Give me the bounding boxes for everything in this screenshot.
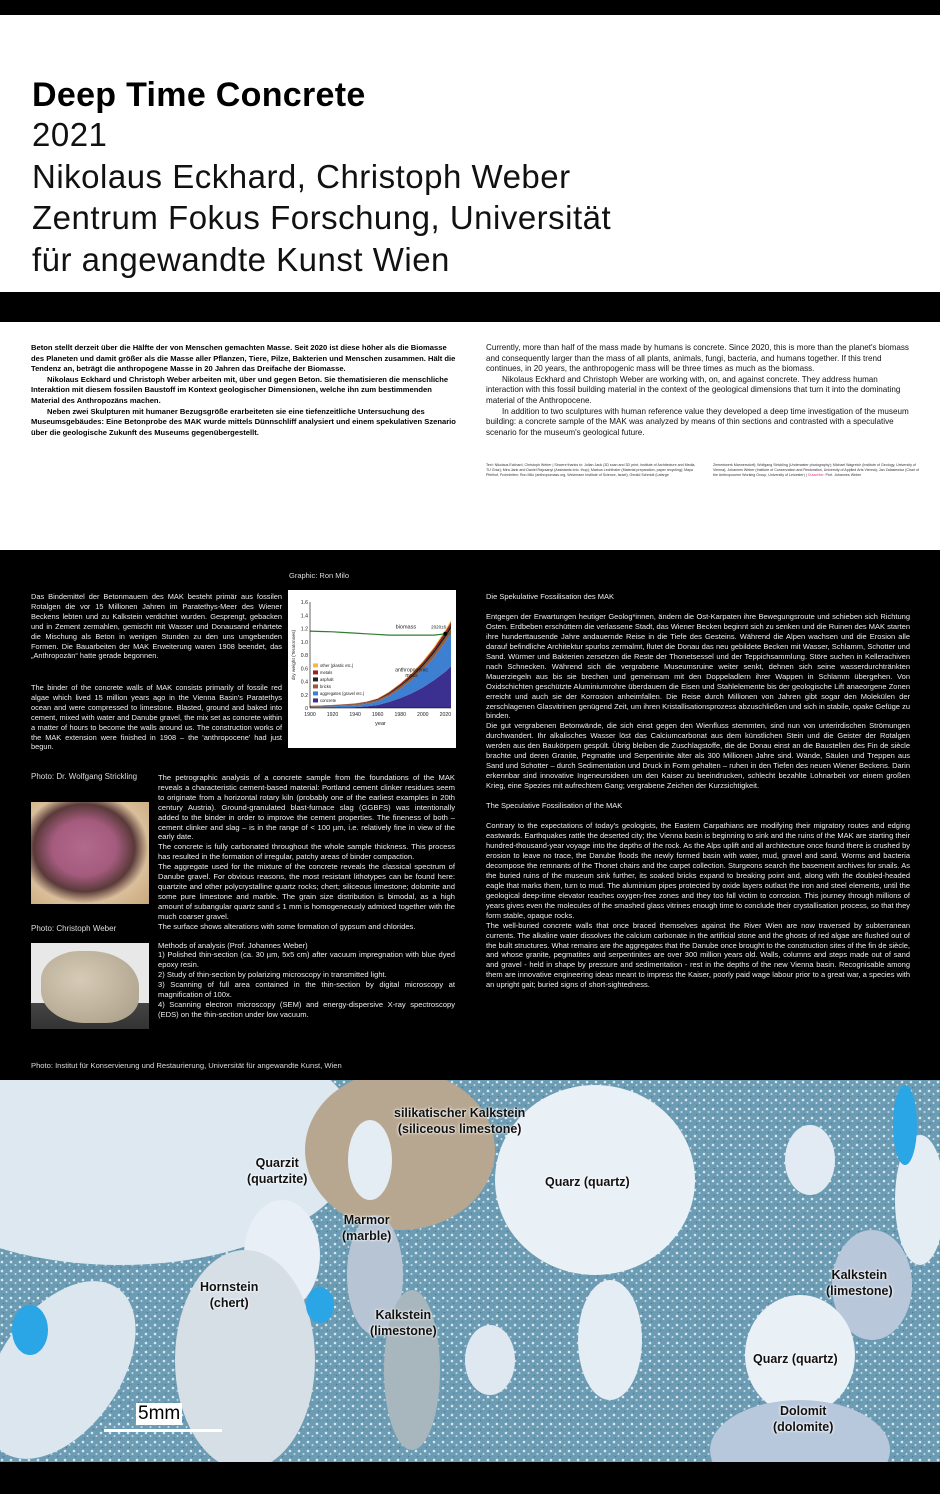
y-axis-label: dry weight (Teratonnes) <box>292 629 297 681</box>
paragraph: Currently, more than half of the mass made by humans is concrete. Since 2020, this is more than the planet's biomass and consequently larger than the mass of all plants, animals, fungi, bacteria, and humans together. If this trend continues, in 20 years, the anthropogenic mass will be three times as much as the biomass. <box>486 343 909 374</box>
label-de: Marmor <box>343 1213 390 1227</box>
legend-label: asphalt <box>320 676 334 682</box>
credits-highlight: Gutachter: <box>807 473 825 477</box>
label-de: Quarz (quartz) <box>545 1175 630 1189</box>
year: 2021 <box>32 116 108 153</box>
y-tick-label: 0.8 <box>300 653 308 659</box>
label-de: Hornstein <box>200 1280 259 1294</box>
x-tick-label: 1940 <box>349 712 361 718</box>
label-siliceous-limestone <box>394 1105 525 1137</box>
red-algae-photo <box>31 802 149 904</box>
binder-text-german: Das Bindemittel der Betonmauern des MAK besteht primär aus fossilen Rotalgen die vor 15 Millionen Jahren im Paratethys-Meer des Wiener Beckens lebten und zu Kalkstein verdichtet wurden. Gesprengt, gebacken und in Zement zermahlen, gemischt mit Wasser und Donausand erhärtete die Mischung als Beton in wenigen Stunden zu den uns umgebenden Formen. Die Bauarbeiten der MAK Erweiterung waren 1908 beendet, das „Anthropozän“ hatte gerade begonnen. <box>31 592 282 661</box>
y-tick-label: 1.2 <box>300 626 308 633</box>
scale-label: 5mm <box>138 1403 181 1424</box>
x-tick-label: 1980 <box>394 712 407 718</box>
label-quartzite <box>247 1155 307 1187</box>
legend-label: metals <box>320 669 333 675</box>
paragraph: The surface shows alterations with some formation of gypsum and chlorides. <box>158 921 416 931</box>
paragraph: The concrete is fully carbonated throughout the whole sample thickness. This process has resulted in the formation of irregular, patchy areas of binder compaction. <box>158 842 455 862</box>
poster-title: Deep Time Concrete <box>32 76 366 114</box>
label-de: Kalkstein <box>831 1268 888 1282</box>
label-de: Quarz (quartz) <box>753 1352 838 1366</box>
chart-svg <box>288 590 456 748</box>
institution-line-1: Zentrum Fokus Forschung, Universität <box>32 199 612 236</box>
label-en: (siliceous limestone) <box>397 1122 522 1136</box>
y-tick-label: 0.4 <box>300 679 308 686</box>
biomass-line <box>310 631 451 635</box>
binder-text-english: The binder of the concrete walls of MAK consists primarily of fossile red algae which lived 15 million years ago in the Vienna Basin's Paratethys ocean and were compressed to limestone. Blasted, ground and baked into cement, mixed with water and Danube gravel, the mix set as concrete within a matter of hours to become the walls around us. The construction works of the MAK extension were finished in 1908 – the 'anthropocene' had just begun. <box>31 683 282 752</box>
label-quartz-1 <box>545 1174 630 1190</box>
y-tick-label: 1.0 <box>300 639 308 646</box>
method-item: 1) Polished thin-section (ca. 30 µm, 5x5 cm) after vacuum impregnation with blue dyed epoxy resin. <box>158 950 455 970</box>
y-tick-label: 0.2 <box>300 692 308 699</box>
x-tick-label: 1920 <box>326 712 339 718</box>
paragraph: Neben zwei Skulpturen mit humaner Bezugsgröße erarbeiteten sie eine tiefenzeitliche Untersuchung des Museumsgebäudes: Eine Betonprobe des MAK wurde mittels Dünnschliff analysiert und einem spekulativen Szenario über die geologische Zukunft des Museums gegenübergestellt. <box>31 406 456 437</box>
legend-label: concrete <box>320 697 337 703</box>
label-de: Dolomit <box>779 1404 827 1418</box>
paragraph: Nikolaus Eckhard and Christoph Weber are working with, on, and against concrete. They address human interaction with this fossil building material in the context of the geological dimensions that turn it into the dominating material of the Anthropocene. <box>486 374 901 405</box>
y-tick-label: 1.4 <box>300 613 308 620</box>
crossing-point <box>443 632 447 636</box>
label-de: Kalkstein <box>375 1308 432 1322</box>
x-tick-label: 1960 <box>371 712 384 718</box>
limestone-rock <box>41 951 139 1023</box>
intro-english <box>486 343 911 438</box>
methods-heading: Methods of analysis (Prof. Johannes Weber) <box>158 940 308 950</box>
y-tick-label: 0.6 <box>300 666 308 673</box>
x-tick-label: 2020 <box>439 712 452 718</box>
legend-label: other (plastic etc.) <box>320 662 354 668</box>
credits-right <box>713 463 923 478</box>
label-en: (chert) <box>209 1296 249 1310</box>
legend-label: aggregates (gravel etc.) <box>320 690 365 696</box>
anthro-annotation: mass <box>405 672 418 679</box>
micrograph-credit: Photo: Institut für Konservierung und Restaurierung, Universität für angewandte Kunst, Wien <box>31 1061 342 1070</box>
anthro-annotation: anthropogenic <box>395 667 428 674</box>
x-tick-label: 1900 <box>304 712 316 718</box>
label-en: (marble) <box>342 1229 392 1243</box>
legend-swatch <box>313 684 318 688</box>
scale-line <box>104 1429 222 1432</box>
biomass-annotation: biomass <box>395 624 417 631</box>
paragraph: The aggregate used for the mixture of the concrete reveals the classical spectrum of Danube gravel. For obvious reasons, the most resistant lithotypes can be found here: quartzite and other polycrystalline quartz rocks; chert; siliceous limestone; dolomite and some pure limestone and marble. The grain size distribution is bimodal, as a high amount of subangular quartz sand ≤ 1 mm is homogeneously admixed together with the much coarser gravel. <box>158 862 455 921</box>
x-tick-label: 2000 <box>417 712 429 718</box>
paragraph: Die gut vergrabenen Betonwände, die sich einst gegen den Wienfluss stemmten, sind nun von unterirdischen Strömungen durchwandert. Ihr alkalisches Wasser löst das Calciumcarbonat aus dem künstlichen Stein und die Geister der Rotalgen werden aus den Baukörpern gespült. Übrig bleiben die Zuschlagstoffe, die die Donau einst an die Baustellen des Fin de siècle brachte und deren Granite, Pegmatite und Serpentinite älter als 300 Millionen Jahre sind. Wände, Säulen und Treppen aus Sand und Schotter – durch Sedimentation und Druck in Form gehalten – ruhen in den Tiefen des neuen Wiener Beckens. Darin erkennbar sind innovative Ingeneursideen um den Kaiser zu beeindrucken, schlecht bezahlte Lohnarbeit vor einem großen Krieg, eine Spezies mit aufrechtem Gang; vergrabene Zeichen der Kurzsichtigkeit. <box>486 721 910 791</box>
label-chert <box>200 1279 258 1311</box>
credits-left: Text: Nikolaus Eckhard, Christoph Weber | Sincere thanks to: Julian Jauk (3D scan and 3D print, Institute of Architecture and Media, TU Graz); Mira Jank and Daniel Rajcsanyi (Assistants brio. thup); Markus Lechthaler (Material preparation, paper recycling); Maya Pfeilhof, Frohnleiten; Ron Milo (anthropomass.org, Weizmann Institute of Science, Israel); Gerald Schmidt (Lafarge <box>486 463 696 477</box>
label-en: (limestone) <box>826 1284 893 1298</box>
legend-swatch <box>313 698 318 702</box>
credits-text: Prof. Johannes Weber <box>825 473 862 477</box>
speculative-fossilisation <box>486 592 910 990</box>
paragraph: The well-buried concrete walls that once braced themselves against the River Wien are now traversed by subterranean currents. The alkaline water dissolves the calcium carbonate in the artificial stone and the ghosts of red algae are flushed out of the built structures. What remains are the aggregates that the Danube once brought to the construction sites of the fin de siècle, and whose granite, pegmatites and serpentinites are over 300 million years old. Walls, columns and steps made out of sand and gravel - held in shape by pressure and sedimentation - rest in the depths of the new Vienna basin. Recognisable among them are innovative engineering ideas meant to impress the Kaiser, poorly paid wage labour prior to a great war, a species with an upright gait; buried signs of short-sightedness. <box>486 920 910 990</box>
paragraph: Contrary to the expectations of today's geologists, the Eastern Carpathians are modifying their migratory routes and edging eastwards. Earthquakes rattle the deserted city; the Vienna basin is beginning to sink and the ruins of the MAK are starting their hundred-thousand-year voyage into the depths of the rock. As the Alps uplift and all architecture once found there is crushed by erosion to leave no trace, the Danube floods the newly formed basin with water, mud, gravel and sand. Worms and bacteria decompose the remnants of the Thonet chairs and the carpet collection. Sturgeons search the basement archives for snails. As the buried ruins of the museum sink further, its soaked bricks expand to breaking point and, along with the doubled-headed eagle that marks them, turn to mud. The aluminium pipes protected by oxide layers outlast the iron and steel elements, until the geological deep-time elevator reaches oxygen-free zones and they too fall victim to corrosion. This journey through millions of years gives even the molecules of the smashed glass vitrines enough time to conclude their crystallisation process, so that they form stable, opaque rocks. <box>486 821 910 920</box>
label-dolomite <box>773 1403 833 1435</box>
credits-text: Zementwerk Mannersdorf); Wolfgang Strickling (Underwater photography); Michael Wagreich (Institute of Geology, University of Vienna); Johannes Weber (Institute of Conservation and Restoration, University of Applied Arts Vienna); Jan Zalasiewicz (Chair of the Anthropocene Working Group, University of Leicester) | <box>713 463 919 477</box>
method-item: 4) Scanning electron microscopy (SEM) and energy-dispersive X-ray spectroscopy (EDS) on the thin-section under low vacuum. <box>158 999 455 1019</box>
paragraph: Entgegen der Erwartungen heutiger Geolog*innen, ändern die Ost-Karpaten ihre Bewegungsroute und schieben sich Richtung Osten. Erdbeben erschüttern die verlassene Stadt, das Wiener Becken beginnt sich zu senken und die Ruinen des MAK starten ihre hunderttausende Jahre andauernde Reise in die Tiefe des Gesteins. Während die Alpen wachsen und die Erosion alle darauf befindliche Architektur spurlos zermalmt, flutet die Donau das neu gebildete Becken mit Wasser, Schlamm, Schotter und Sand. Würmer und Bakterien zersetzen die Reste der Thonetsessel und der Teppichsammlung. Störe suchen in Kellerachiven nach Schnecken. Während sich die vergrabene Museumsruine weiter senkt, dehnen sich seine wasserdurchtränkten Mauerziegeln aus bis sie brechen und gemeinsam mit den Doppeladlern ihrer Wappen in Schlamm übergehen. Von Oxidschichten geschützte Aluminiumrohre überdauern die Eisen und Stahlelemente bis der geologische Lift anaeorgene Zonen erreicht und auch sie der Korrosion anheimfallen. Die Reise durch Millionen von Jahren gibt sogar den Molekülen der zerschlagenen Glasvitrinen genügend Zeit, um ihren Kristallisationsprozess abzuschließen und sich in stabile, opake Gefüge zu binden. <box>486 611 910 721</box>
method-item: 2) Study of thin-section by polarizing microscopy in transmitted light. <box>158 970 387 980</box>
legend-label: bricks <box>320 683 331 689</box>
label-en: (limestone) <box>370 1324 437 1338</box>
legend-swatch <box>313 677 318 681</box>
photo-credit-algae: Photo: Dr. Wolfgang Strickling <box>31 772 138 781</box>
anthropogenic-mass-chart <box>288 590 456 748</box>
label-de: silikatischer Kalkstein <box>394 1106 526 1120</box>
method-item: 3) Scanning of full area contained in the thin-section by digital microscopy at magnification of 100x. <box>158 980 455 1000</box>
y-tick-label: 1.6 <box>300 600 308 606</box>
label-limestone-2 <box>826 1267 893 1299</box>
legend-swatch <box>313 691 318 695</box>
x-axis-label: year <box>375 721 386 727</box>
graphic-credit: Graphic: Ron Milo <box>289 571 350 580</box>
label-marble <box>342 1212 391 1244</box>
petrographic-analysis <box>158 773 455 1020</box>
artists: Nikolaus Eckhard, Christoph Weber <box>32 158 571 195</box>
limestone-photo <box>31 943 149 1029</box>
section-title-german: Die Spekulative Fossilisation des MAK <box>486 592 614 601</box>
label-quartz-2 <box>753 1351 838 1367</box>
institution-line-2: für angewandte Kunst Wien <box>32 241 450 278</box>
legend-swatch <box>313 670 318 674</box>
section-title-english: The Speculative Fossilisation of the MAK <box>486 801 623 811</box>
y-tick-label: 0 <box>305 706 308 712</box>
paragraph: Nikolaus Eckhard und Christoph Weber arbeiten mit, über und gegen Beton. Sie thematisieren die menschliche Interaktion mit diesem fossilen Baustoff im Kontext geologischer Dimensionen, welche ihn zum bestimmenden Material des Anthropozäns machen. <box>31 374 449 405</box>
paragraph: The petrographic analysis of a concrete sample from the foundations of the MAK reveals a characteristic cement-based material: Portland cement clinker residues seem to originate from a horizontal rotary kiln (probably one of the earliest examples in 20th century Austria). Ground-granulated blast-furnace slag (GGBFS) was intentionally added to the binder in order to improve the cement properties. The fineness of both – cement clinker and slag – is in the range of < 100 µm, i.e. relatively fine in view of the early date. <box>158 773 455 842</box>
intro-german <box>31 343 456 438</box>
label-en: (dolomite) <box>773 1420 834 1434</box>
paragraph: Beton stellt derzeit über die Hälfte der von Menschen gemachten Masse. Seit 2020 ist diese höher als die Biomasse des Planeten und damit größer als die Masse aller Pflanzen, Tiere, Pilze, Bakterien und Menschen zusammen. Hält die Tendenz an, beträgt die anthropogene Masse in 20 Jahren das Dreifache der Biomasse. <box>31 343 456 374</box>
legend-swatch <box>313 663 318 667</box>
paragraph: In addition to two sculptures with human reference value they developed a deep time investigation of the museum building: a concrete sample of the MAK was analyzed by means of thin sections and contrasted with a speculative scenario for the museum's geological future. <box>486 406 909 437</box>
label-en: (quartzite) <box>247 1172 308 1186</box>
crossing-annotation: 2020±6 <box>431 624 447 630</box>
photo-credit-stone: Photo: Christoph Weber <box>31 924 117 933</box>
label-de: Quarzit <box>255 1156 299 1170</box>
label-limestone-1 <box>370 1307 437 1339</box>
